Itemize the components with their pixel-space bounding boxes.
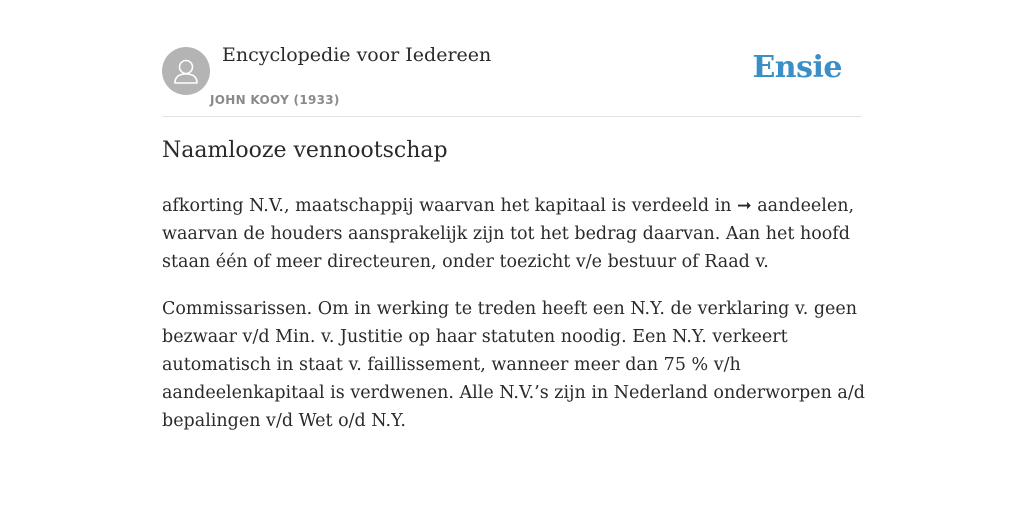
brand-logo[interactable]: Ensie — [752, 50, 842, 85]
source-title[interactable]: Encyclopedie voor Iedereen — [222, 44, 492, 66]
entry-paragraph: Commissarissen. Om in werking te treden heeft een N.Y. de verklaring v. geen bezwaar v/d Min. v. Justitie op haar statuten noodig. Een N.Y. verkeert automatisch in staat v. faillissement, wanneer meer dan 75 % v/h aandeelenkapitaal is verdwenen. Alle N.V.’s zijn in Nederland onderworpen a/d bepalingen v/d Wet o/d N.Y. — [162, 299, 865, 431]
entry-title: Naamlooze vennootschap — [162, 138, 448, 163]
avatar[interactable] — [162, 47, 210, 95]
source-header — [162, 0, 862, 117]
author-label: JOHN KOOY (1933) — [210, 93, 340, 107]
entry-paragraph: afkorting N.V., maatschappij waarvan het kapitaal is verdeeld in ➞ aandeelen, waarvan de houders aansprakelijk zijn tot het bedrag daarvan. Aan het hoofd staan één of meer directeuren, onder toezicht v/e bestuur of Raad v. — [162, 196, 855, 272]
user-icon — [162, 47, 210, 95]
entry-body — [162, 192, 867, 454]
